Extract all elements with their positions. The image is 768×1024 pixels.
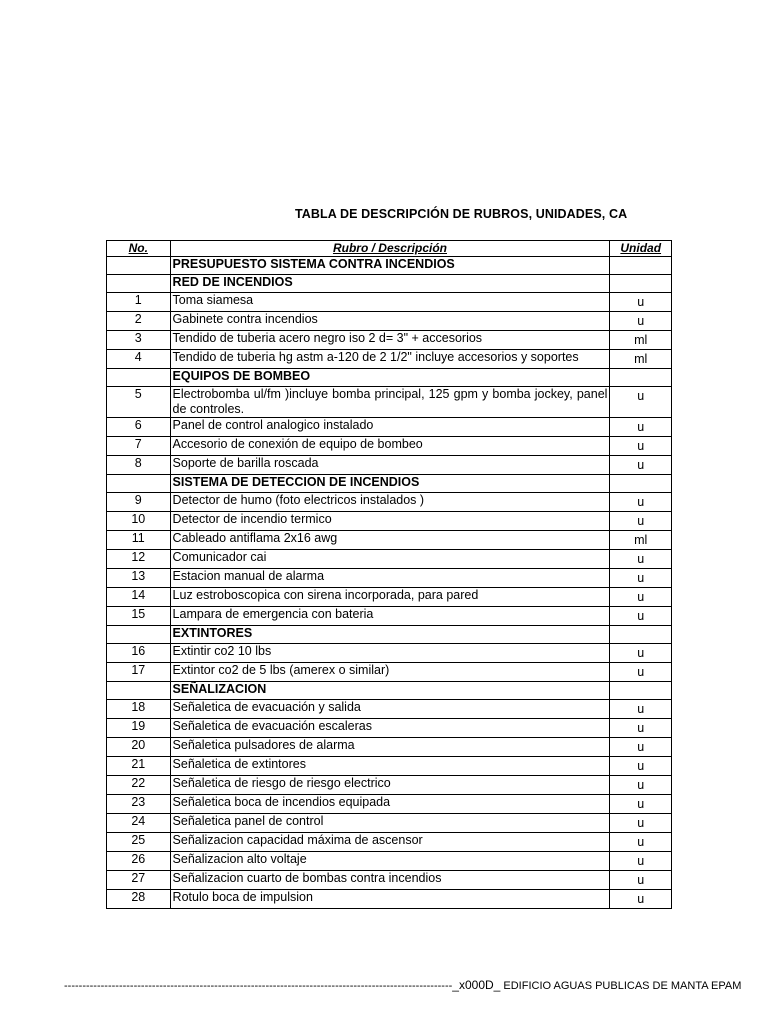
cell-unit: u — [610, 700, 672, 719]
cell-description: Gabinete contra incendios — [170, 312, 610, 331]
cell-no: 27 — [107, 871, 171, 890]
table-row — [107, 531, 672, 550]
cell-unit — [610, 257, 672, 275]
cell-no: 22 — [107, 776, 171, 795]
cell-no: 11 — [107, 531, 171, 550]
cell-description: Extintir co2 10 lbs — [170, 644, 610, 663]
cell-description: Tendido de tuberia acero negro iso 2 d= 3" + accesorios — [170, 331, 610, 350]
footer-dashes: ---------------------------------------------------------------------------------------------------------- — [64, 980, 453, 992]
cell-no: 18 — [107, 700, 171, 719]
table-row — [107, 331, 672, 350]
cell-description: Señalizacion cuarto de bombas contra incendios — [170, 871, 610, 890]
cell-unit — [610, 275, 672, 293]
cell-no: 26 — [107, 852, 171, 871]
cell-unit: u — [610, 795, 672, 814]
cell-no — [107, 257, 171, 275]
cell-description: Soporte de barilla roscada — [170, 456, 610, 475]
table-row — [107, 387, 672, 418]
table-row — [107, 719, 672, 738]
cell-unit: u — [610, 890, 672, 909]
cell-no: 3 — [107, 331, 171, 350]
table-row — [107, 852, 672, 871]
cell-no: 13 — [107, 569, 171, 588]
cell-description: Cableado antiflama 2x16 awg — [170, 531, 610, 550]
cell-unit: ml — [610, 331, 672, 350]
cell-unit: ml — [610, 350, 672, 369]
cell-description: Toma siamesa — [170, 293, 610, 312]
footer-text: EDIFICIO AGUAS PUBLICAS DE MANTA EPAM — [500, 980, 742, 992]
cell-unit: u — [610, 833, 672, 852]
cell-unit: u — [610, 588, 672, 607]
rubros-table — [106, 240, 672, 909]
table-row — [107, 700, 672, 719]
cell-unit: u — [610, 814, 672, 833]
cell-unit: u — [610, 456, 672, 475]
cell-description: Detector de incendio termico — [170, 512, 610, 531]
cell-no: 28 — [107, 890, 171, 909]
section-row — [107, 257, 672, 275]
cell-no: 16 — [107, 644, 171, 663]
cell-no: 24 — [107, 814, 171, 833]
table-row — [107, 312, 672, 331]
table-row — [107, 456, 672, 475]
cell-description: Señaletica panel de control — [170, 814, 610, 833]
cell-description: Extintor co2 de 5 lbs (amerex o similar) — [170, 663, 610, 682]
cell-description: Lampara de emergencia con bateria — [170, 607, 610, 626]
cell-no: 4 — [107, 350, 171, 369]
table-row — [107, 293, 672, 312]
cell-description: Señaletica de extintores — [170, 757, 610, 776]
table-row — [107, 795, 672, 814]
cell-description: Señaletica boca de incendios equipada — [170, 795, 610, 814]
cell-description: Accesorio de conexión de equipo de bombeo — [170, 437, 610, 456]
cell-unit: u — [610, 512, 672, 531]
table-row — [107, 644, 672, 663]
cell-unit: u — [610, 437, 672, 456]
table-row — [107, 890, 672, 909]
cell-no: 5 — [107, 387, 171, 418]
table-row — [107, 871, 672, 890]
footer-code: _x000D_ — [452, 978, 501, 992]
cell-no: 7 — [107, 437, 171, 456]
cell-no: 23 — [107, 795, 171, 814]
cell-description: Rotulo boca de impulsion — [170, 890, 610, 909]
cell-unit: u — [610, 663, 672, 682]
cell-no — [107, 275, 171, 293]
cell-no — [107, 682, 171, 700]
cell-no: 6 — [107, 418, 171, 437]
cell-unit: u — [610, 776, 672, 795]
cell-unit — [610, 682, 672, 700]
cell-unit: u — [610, 312, 672, 331]
table-row — [107, 738, 672, 757]
table-row — [107, 663, 672, 682]
section-title: SEÑALIZACION — [170, 682, 610, 700]
cell-no: 10 — [107, 512, 171, 531]
cell-no: 12 — [107, 550, 171, 569]
cell-no — [107, 475, 171, 493]
table-row — [107, 418, 672, 437]
cell-no: 21 — [107, 757, 171, 776]
cell-unit: u — [610, 644, 672, 663]
cell-description: Comunicador cai — [170, 550, 610, 569]
cell-description: Panel de control analogico instalado — [170, 418, 610, 437]
cell-unit: u — [610, 569, 672, 588]
cell-description: Señaletica de evacuación y salida — [170, 700, 610, 719]
cell-description: Señaletica de evacuación escaleras — [170, 719, 610, 738]
table-row — [107, 569, 672, 588]
cell-no — [107, 626, 171, 644]
cell-no: 19 — [107, 719, 171, 738]
cell-unit: u — [610, 719, 672, 738]
table-row — [107, 814, 672, 833]
cell-unit: u — [610, 738, 672, 757]
table-row — [107, 833, 672, 852]
cell-unit: u — [610, 387, 672, 418]
table-row — [107, 550, 672, 569]
section-title: PRESUPUESTO SISTEMA CONTRA INCENDIOS — [170, 257, 610, 275]
cell-unit: u — [610, 418, 672, 437]
section-row — [107, 626, 672, 644]
table-row — [107, 776, 672, 795]
cell-description: Señaletica pulsadores de alarma — [170, 738, 610, 757]
cell-unit: u — [610, 493, 672, 512]
section-title: RED DE INCENDIOS — [170, 275, 610, 293]
cell-no: 9 — [107, 493, 171, 512]
cell-unit — [610, 475, 672, 493]
section-title: EXTINTORES — [170, 626, 610, 644]
cell-description: Electrobomba ul/fm )incluye bomba principal, 125 gpm y bomba jockey, panel de controles. — [170, 387, 610, 418]
cell-no: 2 — [107, 312, 171, 331]
section-row — [107, 275, 672, 293]
header-unit: Unidad — [610, 241, 672, 257]
section-title: SISTEMA DE DETECCION DE INCENDIOS — [170, 475, 610, 493]
section-row — [107, 475, 672, 493]
cell-unit: u — [610, 607, 672, 626]
table-row — [107, 607, 672, 626]
table-row — [107, 437, 672, 456]
cell-unit: u — [610, 550, 672, 569]
page-footer — [64, 978, 744, 993]
cell-no: 20 — [107, 738, 171, 757]
cell-no: 15 — [107, 607, 171, 626]
cell-no: 14 — [107, 588, 171, 607]
table-row — [107, 588, 672, 607]
cell-description: Detector de humo (foto electricos instalados ) — [170, 493, 610, 512]
cell-description: Estacion manual de alarma — [170, 569, 610, 588]
section-title: EQUIPOS DE BOMBEO — [170, 369, 610, 387]
cell-unit: u — [610, 871, 672, 890]
cell-description: Señaletica de riesgo de riesgo electrico — [170, 776, 610, 795]
table-header-row — [107, 241, 672, 257]
rubros-table-wrapper — [106, 240, 768, 909]
section-row — [107, 682, 672, 700]
cell-description: Señalizacion capacidad máxima de ascensor — [170, 833, 610, 852]
cell-no: 1 — [107, 293, 171, 312]
section-row — [107, 369, 672, 387]
table-body — [107, 257, 672, 909]
table-row — [107, 512, 672, 531]
cell-unit: ml — [610, 531, 672, 550]
table-row — [107, 757, 672, 776]
cell-no: 17 — [107, 663, 171, 682]
cell-no: 25 — [107, 833, 171, 852]
cell-unit — [610, 626, 672, 644]
header-no: No. — [107, 241, 171, 257]
cell-description: Señalizacion alto voltaje — [170, 852, 610, 871]
cell-no: 8 — [107, 456, 171, 475]
cell-description: Tendido de tuberia hg astm a-120 de 2 1/2" incluye accesorios y soportes — [170, 350, 610, 369]
cell-no — [107, 369, 171, 387]
document-title: TABLA DE DESCRIPCIÓN DE RUBROS, UNIDADES, CA — [295, 207, 628, 221]
cell-unit: u — [610, 757, 672, 776]
cell-description: Luz estroboscopica con sirena incorporada, para pared — [170, 588, 610, 607]
cell-unit — [610, 369, 672, 387]
cell-unit: u — [610, 852, 672, 871]
header-description: Rubro / Descripción — [170, 241, 610, 257]
table-row — [107, 350, 672, 369]
table-row — [107, 493, 672, 512]
cell-unit: u — [610, 293, 672, 312]
